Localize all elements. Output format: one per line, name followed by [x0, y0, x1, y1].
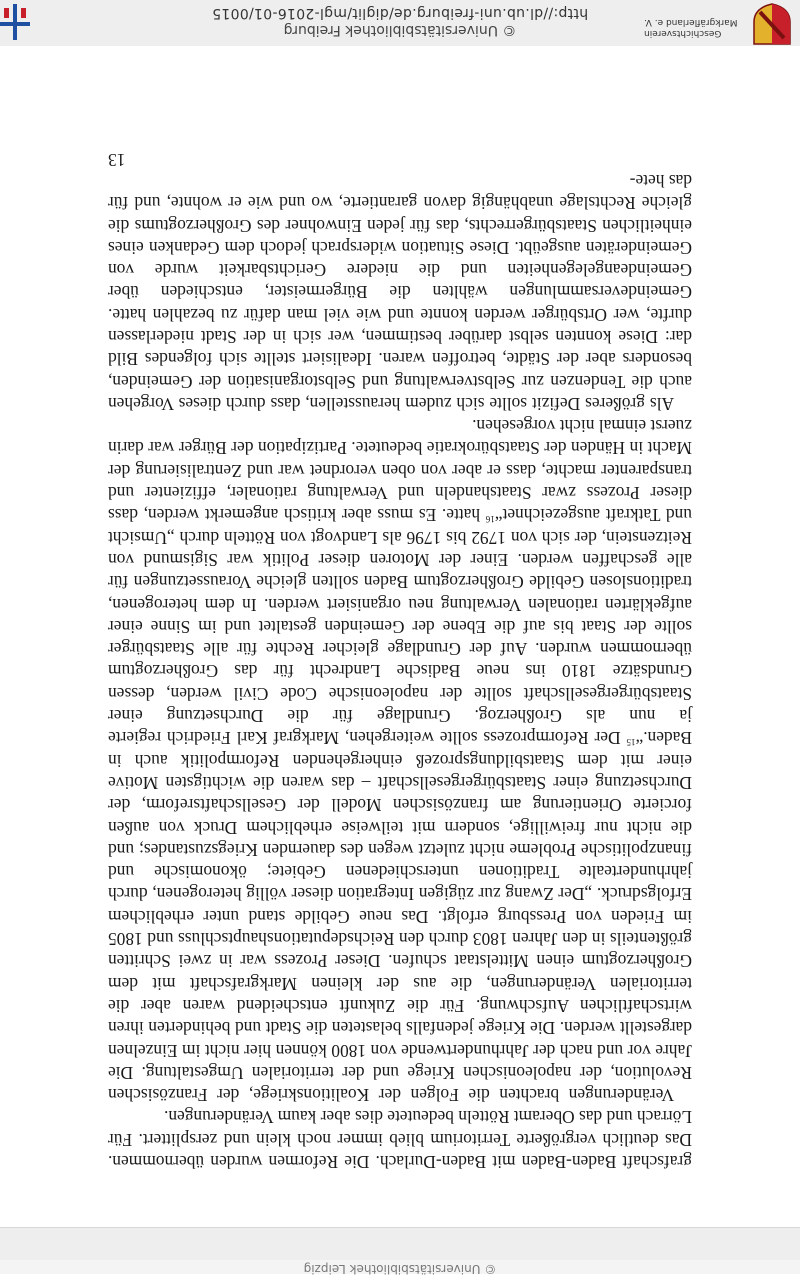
footer-permalink[interactable]: http://dl.ub.uni-freiburg.de/diglit/mgl-2016-01/0015 [211, 5, 589, 21]
society-crest-icon [752, 2, 792, 46]
society-name: Geschichtsverein Markgräflerland e. V. [644, 17, 738, 38]
previous-page-credit: © Universitätsbibliothek Leipzig [303, 1262, 497, 1276]
footnote-mark-15: 15 [626, 737, 636, 748]
page-number: 13 [108, 150, 126, 170]
previous-page-footer-fragment [0, 1260, 800, 1274]
library-logo-icon [0, 4, 30, 40]
paragraph-2-text: Veränderungen brachten die Folgen der Koalitionskriege, der Französischen Revolution, der napoleonischen Kriege und der territorialen Umgestaltung. Die Jahre vor und nach der Jahrhundertwende von 1800 können hier nicht im Einzelnen dargestellt werden. Die Kriege jedenfalls belasteten die Stadt und behinderten ihren wirtschaftlichen Aufschwung. Für die Zukunft entscheidend waren aber die territorialen Veränderungen, die aus der kleinen Markgrafschaft mit dem Großherzogtum einen Mittelstaat schufen. Dieser Prozess war in zwei Schritten größtenteils in den Jahren 1803 durch den Reichsdeputationshauptschluss und 1805 im Frieden von Pressburg erfolgt. Das neue Gebilde stand unter erheblichem Erfolgsdruck. „Der Zwang zur zügigen Integration dieser völlig heterogenen, durch jahrhundertealte Traditionen unterschiedenen Gebiete; ökonomische und finanzpolitische Probleme nicht zuletzt wegen des dauernden Kriegszustandes; und die nicht nur freiwillige, sondern mit teilweise erheblichem Druck von außen forcierte Orientierung am französischen Modell der Gesellschaftsreform, der Durchsetzung einer Staatsbürgergesellschaft – das waren die wichtigsten Motive einer mit dem Staatsbildungsprozeß einhergehenden Reformpolitik auch in Baden.“ [108, 728, 692, 1106]
paragraph-2-continuation: Der Reformprozess sollte weitergehen, Markgraf Karl Friedrich regierte ja nun als Großherzog. Grundlage für die Durchsetzung einer Staatsbürgergesellschaft sollte der napoleonische Code Civil werden, dessen Grundsätze 1810 ins neue Badische Landrecht für das Großherzogtum übernommen wurden. Auf der Grundlage gleicher Rechte für alle Staatsbürger sollte der Staat bis auf die Ebene der Gemeinden gestaltet und im Sinne einer aufgeklärten rationalen Verwaltung neu organisiert werden. In dem heterogenen, traditionslosen Gebilde Großherzogtum Baden sollten gleiche Voraussetzungen für alle geschaffen werden. Einer der Motoren dieser Politik war Sigismund von Reitzenstein, der sich von 1792 bis 1796 als Landvogt von Rötteln durch „Umsicht und Tatkraft ausgezeichnet“ [108, 505, 692, 749]
page-body-text [108, 170, 692, 1173]
paragraph-2-ending: hatte. Es muss aber kritisch angemerkt werden, dass dieser Prozess zwar Staatshandeln und Verwaltung rationaler, effizienter und transparenter machte, dass er aber von oben verordnet war und Zentralisierung der Macht in Händen der Staatsbürokratie bedeutete. Partizipation der Bürger war darin zuerst einmal nicht vorgesehen. [107, 416, 692, 526]
paragraph-2 [108, 415, 692, 1106]
paragraph-3: Als größeres Defizit sollte sich zudem herausstellen, dass durch dieses Vorgehen auch die Tendenzen zur Selbstverwaltung und Selbstorganisation der Gemeinden, besonders aber der Städte, betroffen waren. Idealisiert stellte sich folgendes Bild dar: Diese konnten selbst darüber bestimmen, wer sich in der Stadt niederlassen durfte, wer Ortsbürger werden konnte und wie viel man dafür zu bezahlen hatte. Gemeindeversammlungen wählten die Bürgermeister, entschieden über Gemeindeangelegenheiten und die niedere Gerichtsbarkeit wurde von Gemeinderäten ausgeübt. Diese Situation widersprach jedoch dem Gedanken eines einheitlichen Staatsbürgerrechts, das für jeden Einwohner des Großherzogtums die gleiche Rechtslage unabhängig davon garantierte, wo und wie er wohnte, und für das hete- [108, 170, 692, 414]
footnote-mark-16: 16 [485, 514, 495, 525]
footer-credit: © Universitätsbibliothek Freiburg [283, 22, 517, 38]
paragraph-1: grafschaft Baden-Baden mit Baden-Durlach. Die Reformen wurden übernommen. Das deutlich vergrößerte Territorium blieb immer noch klein und zersplittert. Für Lörrach und das Oberamt Rötteln bedeutete dies aber kaum Veränderungen. [108, 1107, 692, 1172]
